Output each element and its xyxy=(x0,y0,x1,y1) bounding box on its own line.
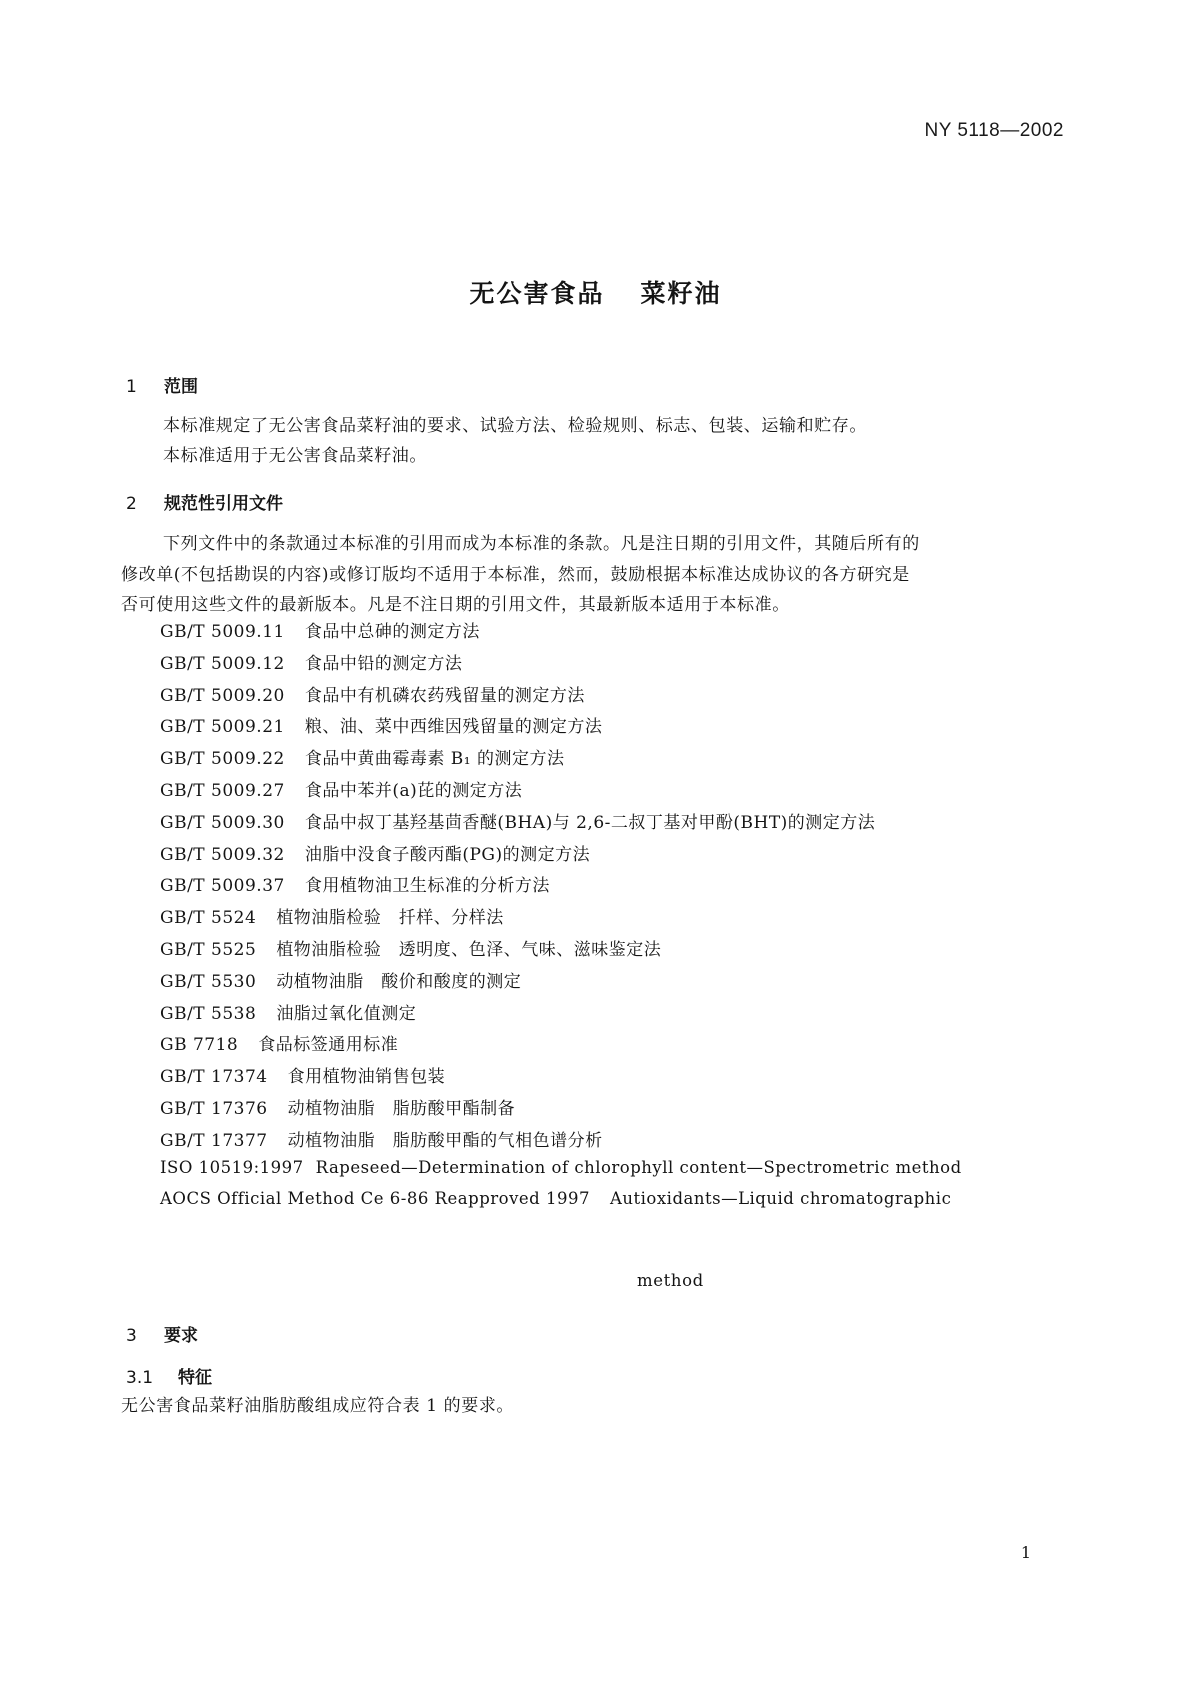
reference-code: GB/T 17376 xyxy=(160,1098,268,1119)
reference-title: Autioxidants—Liquid chromatographic xyxy=(609,1189,952,1209)
reference-code: GB/T 5009.32 xyxy=(160,844,285,865)
reference-title: 食品中铅的测定方法 xyxy=(304,653,463,674)
reference-item xyxy=(160,649,962,681)
reference-code: GB/T 5530 xyxy=(160,971,257,992)
reference-item xyxy=(160,1030,962,1062)
reference-code: GB/T 5538 xyxy=(160,1003,257,1024)
section-number: 3 xyxy=(126,1326,137,1346)
reference-title: 油脂中没食子酸丙酯(PG)的测定方法 xyxy=(304,844,591,865)
reference-code: GB/T 5524 xyxy=(160,908,257,929)
reference-title: 食品中苯并(a)芘的测定方法 xyxy=(304,780,523,801)
reference-list xyxy=(160,617,962,1221)
reference-item xyxy=(160,1189,962,1221)
reference-code: GB 7718 xyxy=(160,1035,239,1056)
standard-code: NY 5118—2002 xyxy=(924,120,1064,141)
section-1-paragraph-2: 本标准适用于无公害食品菜籽油。 xyxy=(163,446,427,466)
reference-title: 食品中有机磷农药残留量的测定方法 xyxy=(304,685,585,706)
reference-title: 动植物油脂 酸价和酸度的测定 xyxy=(276,971,522,992)
reference-item xyxy=(160,681,962,713)
reference-code: GB/T 5009.37 xyxy=(160,876,285,897)
reference-title: 动植物油脂 脂肪酸甲酯制备 xyxy=(287,1098,516,1119)
page-number: 1 xyxy=(1020,1543,1031,1562)
section-3-1-paragraph: 无公害食品菜籽油脂肪酸组成应符合表 1 的要求。 xyxy=(121,1396,515,1416)
reference-item xyxy=(160,776,962,808)
reference-title: 食用植物油卫生标准的分析方法 xyxy=(304,876,550,897)
section-1-paragraph-1: 本标准规定了无公害食品菜籽油的要求、试验方法、检验规则、标志、包装、运输和贮存。 xyxy=(163,416,867,436)
reference-item xyxy=(160,871,962,903)
reference-code: GB/T 5525 xyxy=(160,939,257,960)
section-number: 3.1 xyxy=(126,1368,154,1388)
reference-code: GB/T 5009.27 xyxy=(160,780,285,801)
reference-code: GB/T 5009.20 xyxy=(160,685,285,706)
reference-title: 食品中叔丁基羟基茴香醚(BHA)与 2,6-二叔丁基对甲酚(BHT)的测定方法 xyxy=(304,812,876,833)
section-3-1-heading xyxy=(126,1363,212,1388)
reference-item xyxy=(160,967,962,999)
section-title: 范围 xyxy=(164,377,198,397)
reference-code: GB/T 17374 xyxy=(160,1067,268,1088)
reference-title: 粮、油、菜中西维因残留量的测定方法 xyxy=(304,717,603,738)
reference-item xyxy=(160,744,962,776)
section-number: 1 xyxy=(126,377,137,397)
section-2-intro-line-2: 修改单(不包括勘误的内容)或修订版均不适用于本标准，然而，鼓励根据本标准达成协议的各方研究是 xyxy=(121,565,910,585)
reference-title: 油脂过氧化值测定 xyxy=(276,1003,417,1024)
reference-code: GB/T 5009.12 xyxy=(160,653,285,674)
section-title: 要求 xyxy=(164,1326,198,1346)
reference-title: 植物油脂检验 透明度、色泽、气味、滋味鉴定法 xyxy=(276,939,662,960)
reference-item xyxy=(160,935,962,967)
section-title: 规范性引用文件 xyxy=(164,494,283,514)
reference-title: 食品中总砷的测定方法 xyxy=(304,622,480,642)
reference-item xyxy=(160,1062,962,1094)
reference-item xyxy=(160,1126,962,1158)
section-1-heading xyxy=(126,372,198,397)
reference-code: GB/T 5009.22 xyxy=(160,749,285,770)
reference-item xyxy=(160,617,962,649)
reference-title: 食品中黄曲霉毒素 B₁ 的测定方法 xyxy=(304,749,565,770)
reference-item xyxy=(160,840,962,872)
section-3-heading xyxy=(126,1321,198,1346)
reference-item xyxy=(160,903,962,935)
reference-item xyxy=(160,1158,962,1190)
reference-code: AOCS Official Method Ce 6-86 Reapproved 1997 xyxy=(160,1189,590,1209)
section-number: 2 xyxy=(126,494,137,514)
reference-title: 食用植物油销售包装 xyxy=(287,1067,446,1088)
reference-code: GB/T 5009.21 xyxy=(160,717,285,738)
reference-code: GB/T 5009.30 xyxy=(160,812,285,833)
reference-title: Rapeseed—Determination of chlorophyll content—Spectrometric method xyxy=(315,1157,962,1177)
title-part-1: 无公害食品 xyxy=(469,279,605,308)
reference-code: GB/T 5009.11 xyxy=(160,622,285,642)
reference-title: 动植物油脂 脂肪酸甲酯的气相色谱分析 xyxy=(287,1130,603,1151)
reference-item xyxy=(160,712,962,744)
reference-continuation: method xyxy=(637,1271,704,1290)
section-2-intro-line-1: 下列文件中的条款通过本标准的引用而成为本标准的条款。凡是注日期的引用文件，其随后所有的 xyxy=(163,534,920,554)
reference-code: GB/T 17377 xyxy=(160,1130,268,1151)
reference-title: 植物油脂检验 扦样、分样法 xyxy=(276,908,504,929)
section-title: 特征 xyxy=(178,1368,212,1388)
document-title xyxy=(0,274,1191,310)
reference-item xyxy=(160,999,962,1031)
section-2-heading xyxy=(126,489,283,514)
title-part-2: 菜籽油 xyxy=(640,279,722,308)
reference-item xyxy=(160,808,962,840)
reference-code: ISO 10519:1997 xyxy=(160,1157,304,1177)
section-2-intro-line-3: 否可使用这些文件的最新版本。凡是不注日期的引用文件，其最新版本适用于本标准。 xyxy=(121,595,790,615)
reference-item xyxy=(160,1094,962,1126)
reference-title: 食品标签通用标准 xyxy=(258,1035,399,1056)
